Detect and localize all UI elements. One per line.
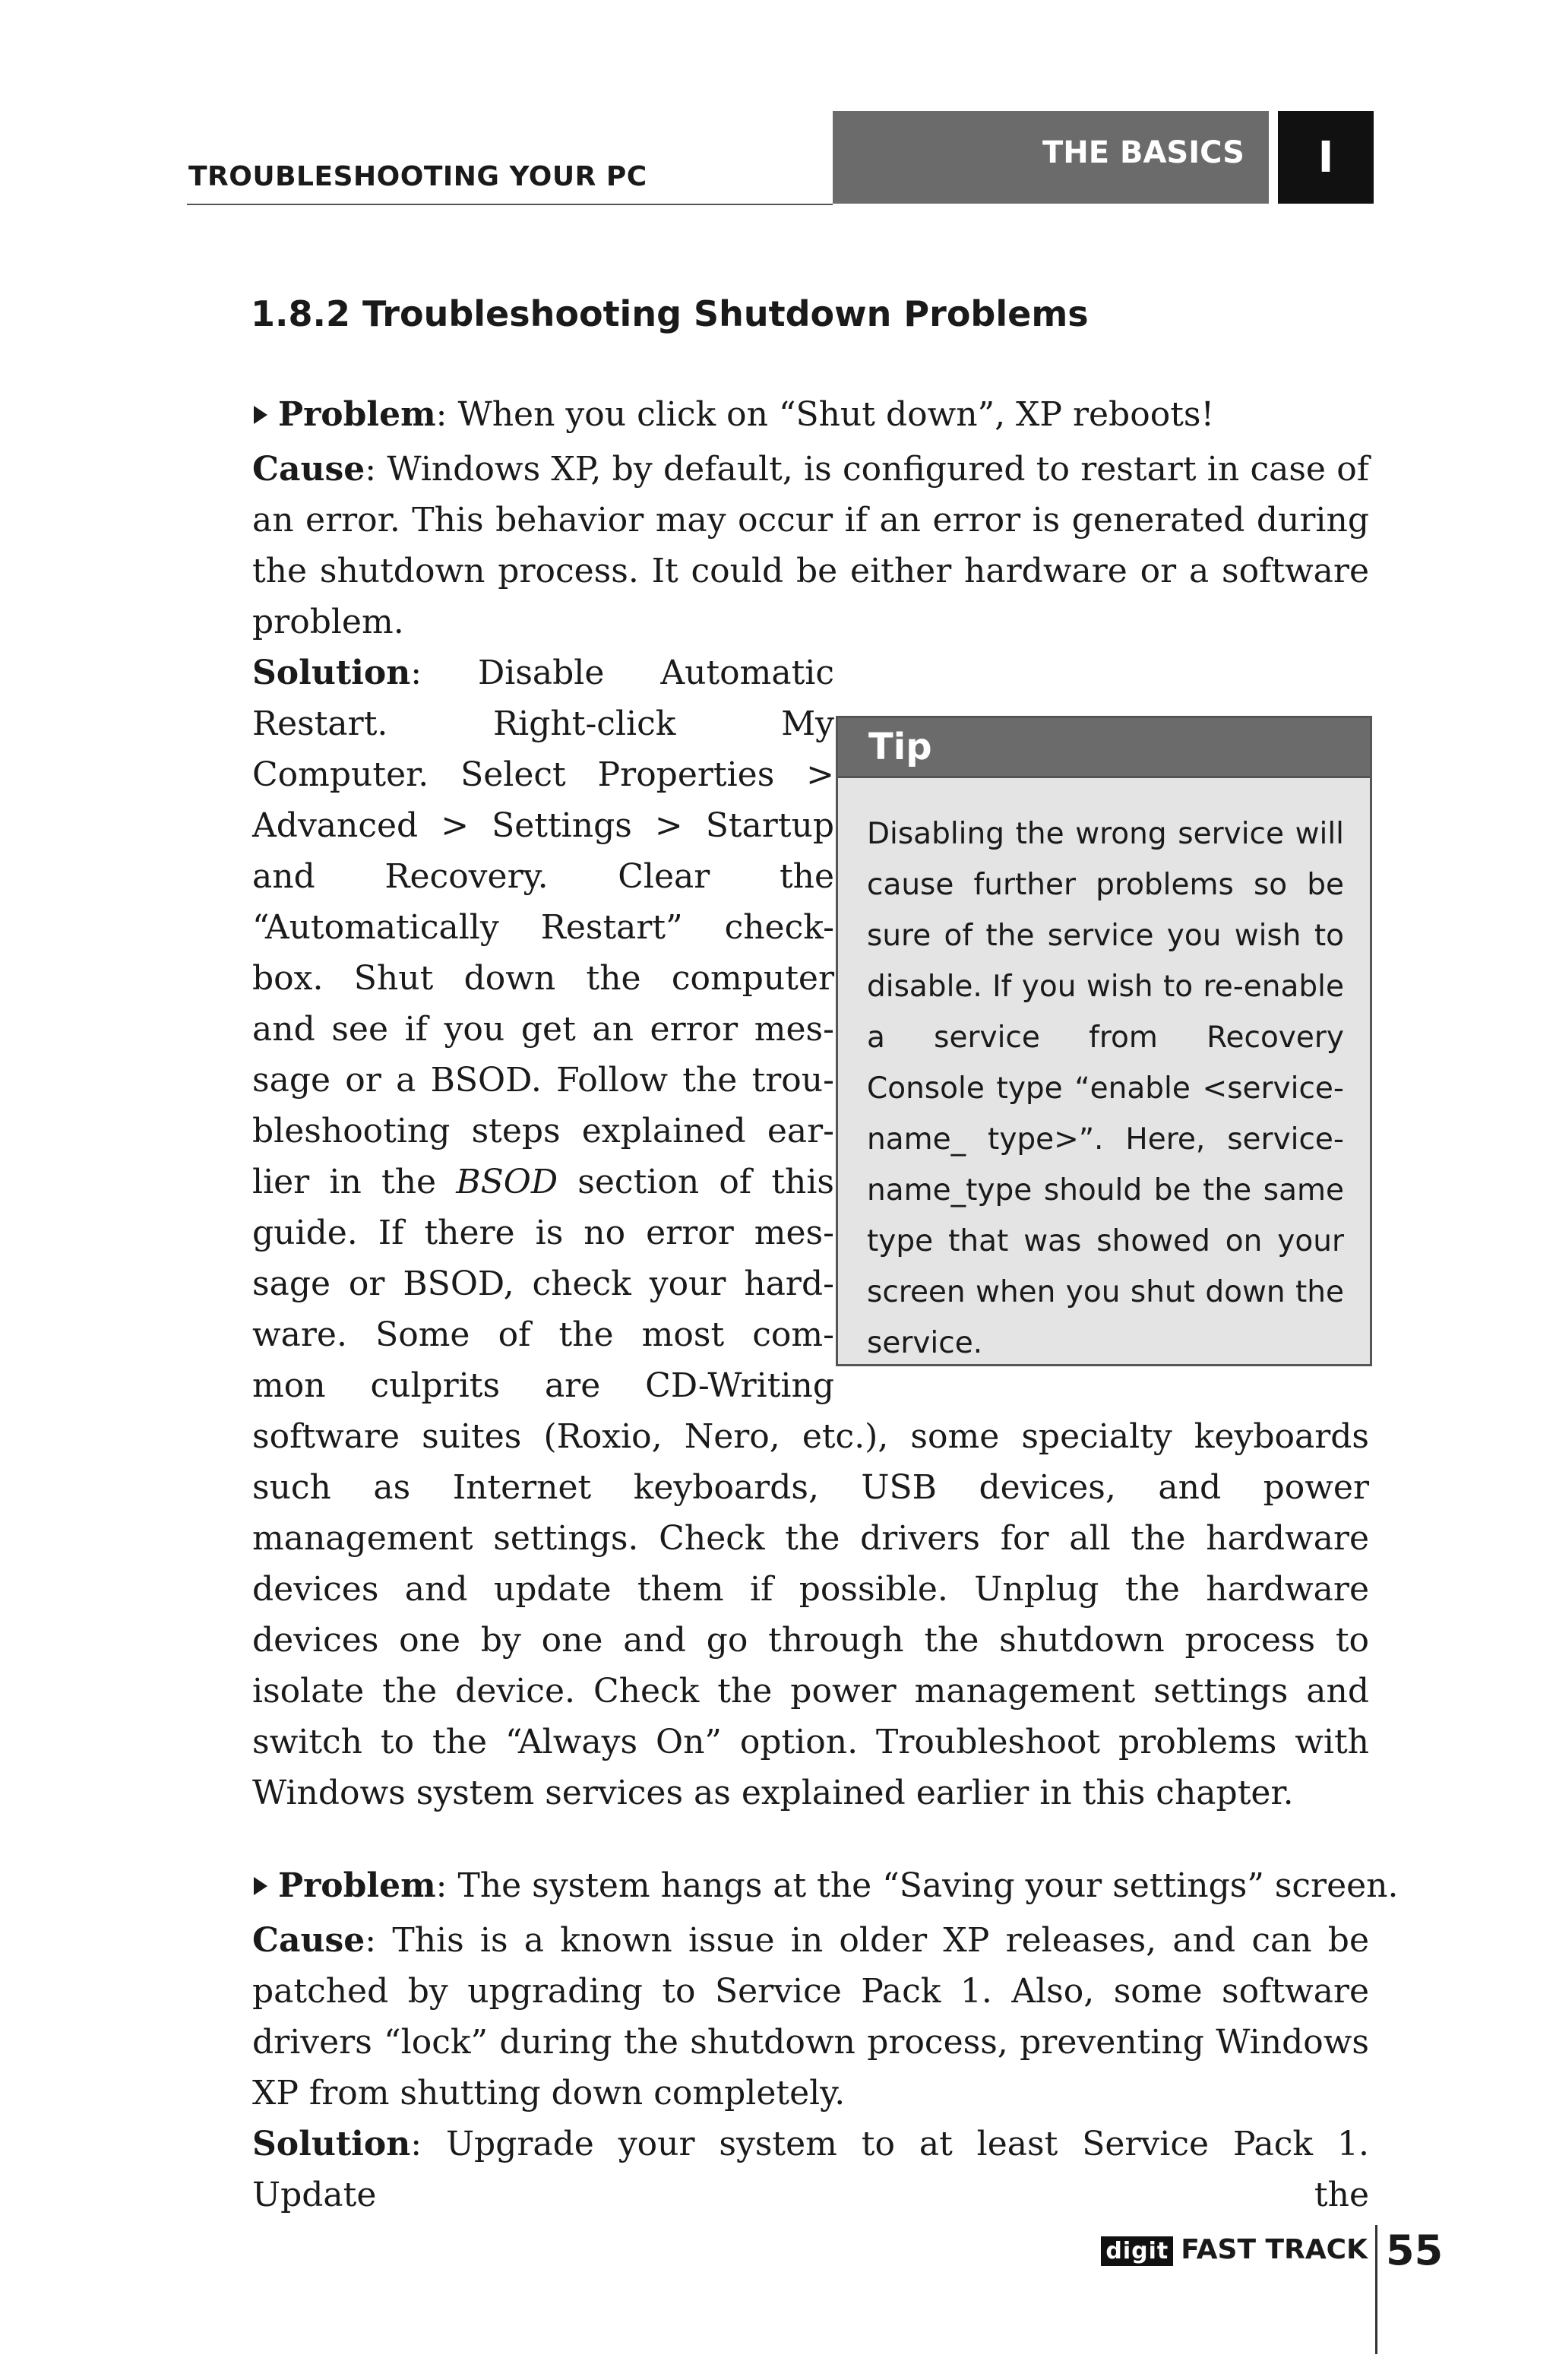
cause-text: : Windows XP, by default, is configured to restart in case of an error. This behavior may occur if an error is generated during the shutdown process. It could be either hardware or a software problem. [252, 450, 1369, 641]
solution-line: ware. Some of the most com- [252, 1315, 834, 1354]
problem-heading-2 [254, 1860, 1398, 1911]
cause-label: Cause [252, 450, 365, 489]
footer-rule [1375, 2225, 1377, 2354]
solution-line: mon culprits are CD-Writing [252, 1366, 834, 1405]
running-header-title: TROUBLESHOOTING YOUR PC [188, 161, 647, 192]
cause-paragraph-2 [252, 1915, 1369, 2119]
solution-label: Solution [252, 654, 411, 692]
solution-line: : Disable Automatic [410, 654, 834, 692]
solution-continued-1: software suites (Roxio, Nero, etc.), some specialty keyboards such as Internet keyboards, USB devices, and power management settings. Check the drivers for all the hardware devices and update them if possible. Unplug the hardware devices one by one and go through the shutdown process to isolate the device. Check the power management settings and switch to the “Always On” option. Troubleshoot problems with Windows system services as explained earlier in this chapter. [252, 1417, 1369, 1812]
bullet-triangle-icon [254, 1877, 267, 1895]
chapter-marker: I [1278, 111, 1374, 204]
bsod-pre: lier in the [252, 1163, 457, 1201]
section-title: 1.8.2 Troubleshooting Shutdown Problems [251, 293, 1089, 334]
solution-line: “Automatically Restart” check- [252, 908, 834, 947]
solution-line: guide. If there is no error mes- [252, 1214, 834, 1252]
digit-logo: digit [1101, 2236, 1173, 2266]
solution-line: sage or BSOD, check your hard- [252, 1264, 834, 1303]
solution-paragraph-2 [252, 2119, 1369, 2220]
header-rule [187, 204, 833, 205]
problem-text: : When you click on “Shut down”, XP reboots! [435, 395, 1215, 434]
cause-text: : This is a known issue in older XP releases, and can be patched by upgrading to Service Pack 1. Also, some software drivers “lock” during the shutdown process, preventing Windows XP from shutting down completely. [252, 1921, 1369, 2113]
problem-label: Problem [278, 1866, 436, 1905]
header-band-title: THE BASICS [1042, 135, 1244, 170]
solution-line: Advanced > Settings > Startup [252, 806, 834, 845]
problem-label: Problem [278, 395, 436, 434]
solution-line: and see if you get an error mes- [252, 1010, 834, 1049]
solution-narrow-column [252, 647, 834, 1411]
solution-line: sage or a BSOD. Follow the trou- [252, 1061, 834, 1100]
solution-line: bleshooting steps explained ear- [252, 1112, 834, 1150]
bullet-triangle-icon [254, 406, 267, 424]
problem-text: : The system hangs at the “Saving your settings” screen. [435, 1866, 1399, 1905]
footer-brand [1064, 2234, 1368, 2266]
bsod-post: section of this [558, 1163, 834, 1201]
page-number: 55 [1386, 2227, 1444, 2274]
solution-line: box. Shut down the computer [252, 959, 834, 998]
tip-title: Tip [838, 718, 1370, 778]
tip-body: Disabling the wrong service will cause further problems so be sure of the service you wish to disable. If you wish to re-enable a service from Recovery Console type “enable <service-name_ type>”. Here, service-name_type should be the same type that was showed on your screen when you shut down the service. [867, 817, 1344, 1360]
footer-label: FAST TRACK [1181, 2234, 1368, 2265]
solution-line: Restart. Right-click My [252, 704, 834, 743]
solution-line-bsod [252, 1157, 834, 1207]
bsod-italic: BSOD [456, 1163, 558, 1201]
solution-line: Computer. Select Properties > [252, 755, 834, 794]
cause-paragraph-1 [252, 444, 1369, 647]
solution-text: : Upgrade your system to at least Service Pack 1. Update the [252, 2125, 1369, 2214]
header-band [833, 111, 1269, 204]
tip-box [836, 716, 1372, 1366]
cause-label: Cause [252, 1921, 365, 1960]
solution-label: Solution [252, 2125, 411, 2163]
problem-heading-1 [254, 389, 1214, 440]
solution-line: and Recovery. Clear the [252, 857, 834, 896]
